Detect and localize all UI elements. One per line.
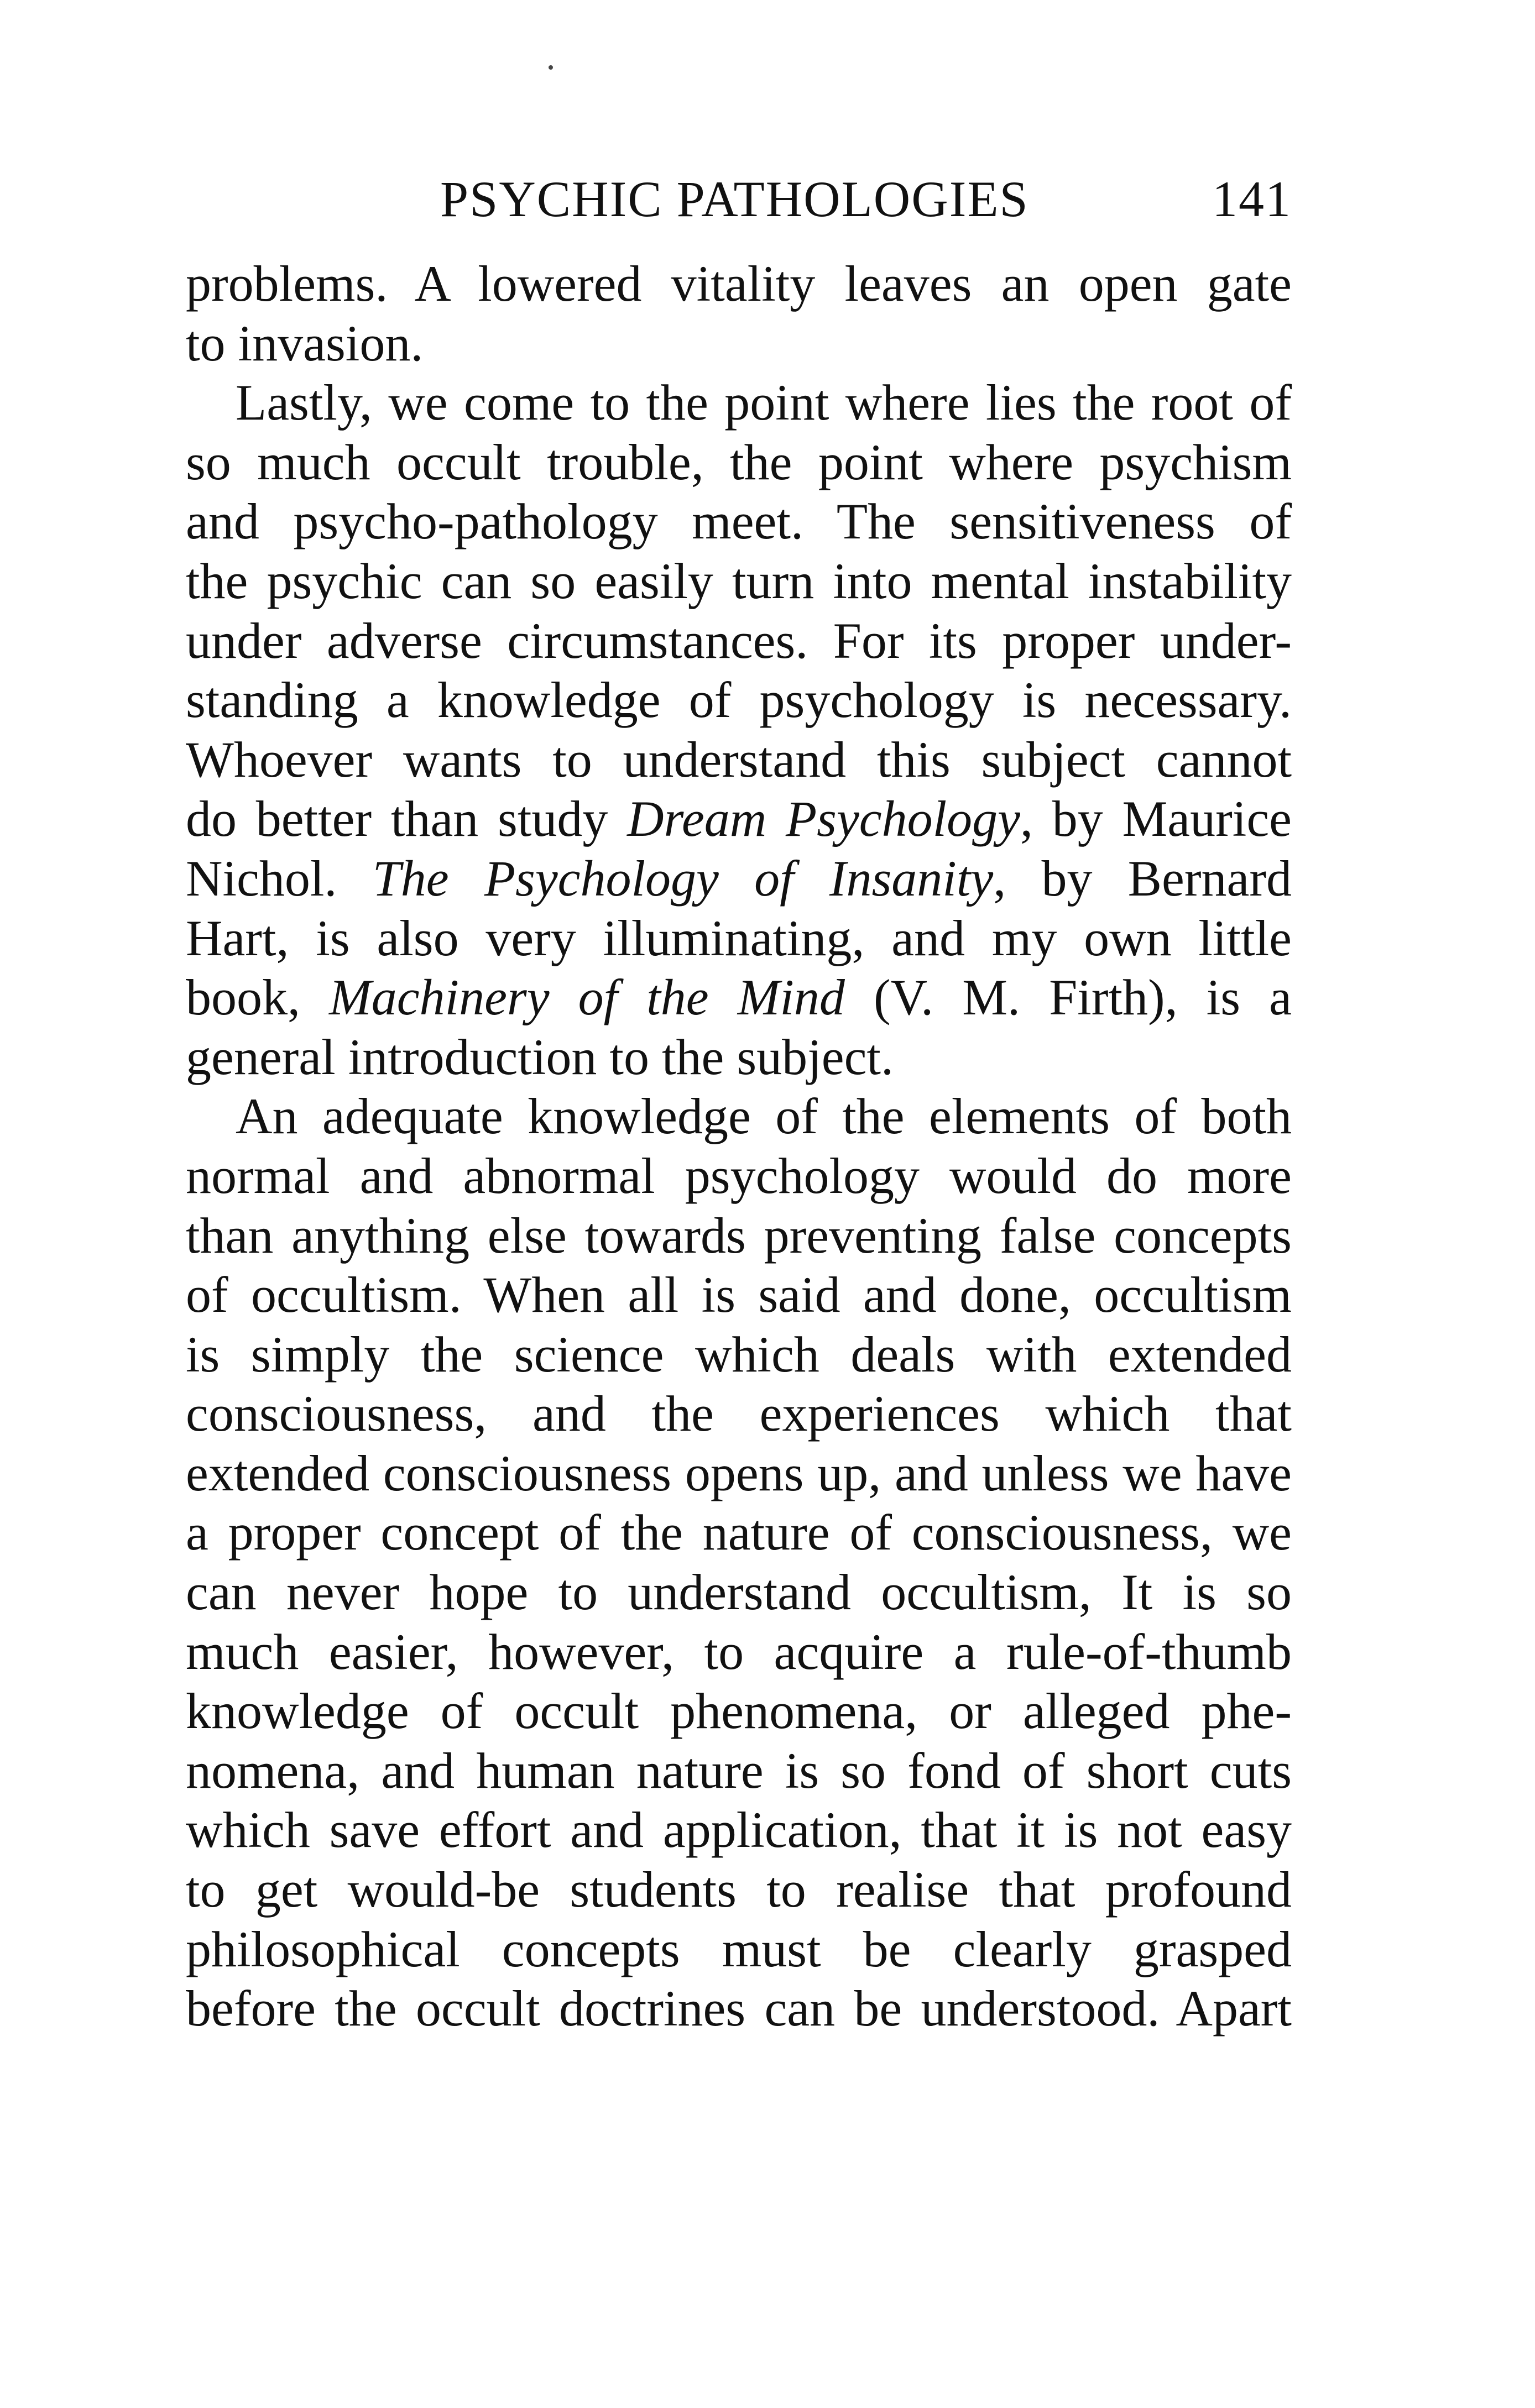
text-line: Whoever wants to understand this subject cannot: [186, 731, 1292, 788]
text-line: so much occult trouble, the point where psychism: [186, 433, 1292, 490]
text-line: Lastly, we come to the point where lies the root of: [236, 374, 1292, 431]
text-line: Hart, is also very illuminating, and my own little: [186, 909, 1292, 966]
running-title: PSYCHIC PATHOLOGIES: [440, 171, 1029, 227]
running-head: [186, 166, 1292, 232]
book-title-italic: Dream Psychology: [627, 791, 1021, 847]
text-line: extended consciousness opens up, and unless we have: [186, 1444, 1292, 1501]
text-line: much easier, however, to acquire a rule-of-thumb: [186, 1623, 1292, 1680]
text-line: of occultism. When all is said and done, occultism: [186, 1266, 1292, 1323]
text-line: An adequate knowledge of the elements of both: [236, 1088, 1292, 1145]
book-title-italic: The Psychology of Insanity: [372, 850, 994, 907]
text-line: to get would-be students to realise that profound: [186, 1861, 1292, 1918]
page-number: 141: [1212, 171, 1292, 227]
text-line: philosophical concepts must be clearly grasped: [186, 1920, 1292, 1977]
text-line: standing a knowledge of psychology is necessary.: [186, 672, 1292, 729]
text-line: normal and abnormal psychology would do more: [186, 1147, 1292, 1204]
text-line: do better than study Dream Psychology, by Maurice: [186, 791, 1292, 847]
text-line: is simply the science which deals with extended: [186, 1326, 1292, 1383]
text-line: before the occult doctrines can be understood. Apart: [186, 1980, 1292, 2037]
text-line: knowledge of occult phenomena, or alleged phe-: [186, 1683, 1292, 1740]
text-line: Nichol. The Psychology of Insanity, by Bernard: [186, 850, 1292, 907]
text-line: general introduction to the subject.: [186, 1028, 894, 1085]
text-line: a proper concept of the nature of consciousness, we: [186, 1504, 1292, 1561]
text-line: problems. A lowered vitality leaves an open gate: [186, 255, 1292, 312]
text-line: can never hope to understand occultism, It is so: [186, 1564, 1292, 1621]
text-line: which save effort and application, that it is not easy: [186, 1802, 1292, 1859]
body-text: [186, 254, 1292, 2039]
book-title-italic: Machinery of the Mind: [329, 969, 845, 1026]
text-line: to invasion.: [186, 315, 424, 371]
print-speck: [549, 65, 553, 70]
text-line: and psycho-pathology meet. The sensitiveness of: [186, 493, 1292, 550]
text-line: the psychic can so easily turn into mental instability: [186, 552, 1292, 609]
text-line: consciousness, and the experiences which that: [186, 1385, 1292, 1442]
text-line: than anything else towards preventing false concepts: [186, 1207, 1292, 1264]
text-line: book, Machinery of the Mind (V. M. Firth), is a: [186, 969, 1292, 1026]
text-line: under adverse circumstances. For its proper under-: [186, 612, 1292, 669]
text-line: nomena, and human nature is so fond of short cuts: [186, 1742, 1292, 1799]
